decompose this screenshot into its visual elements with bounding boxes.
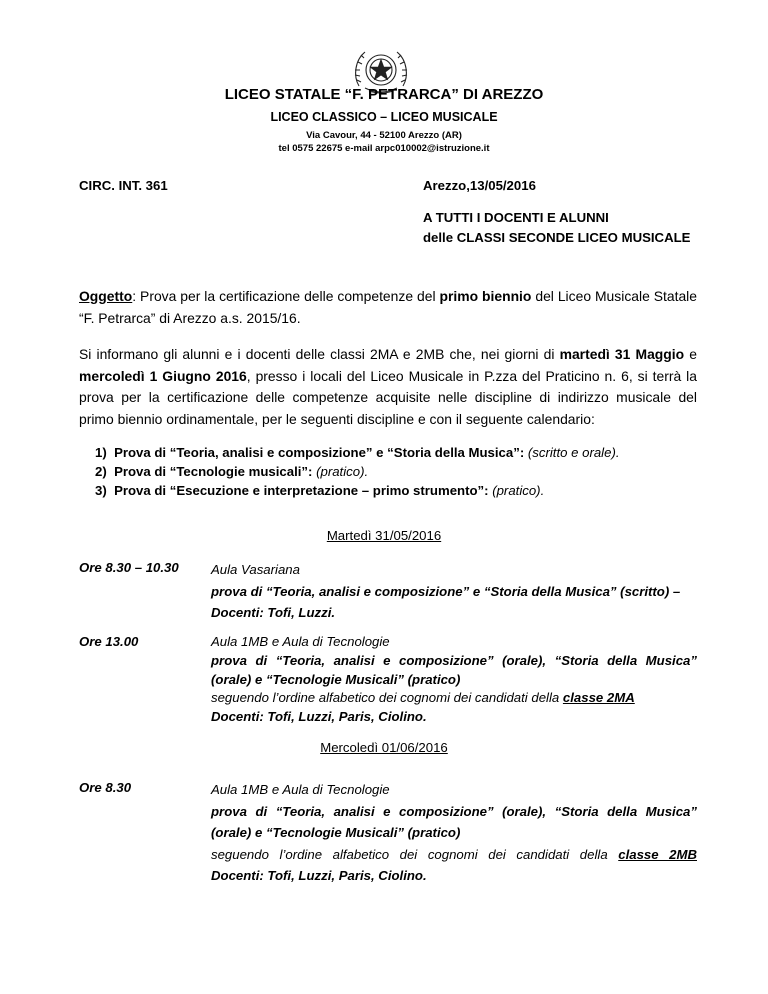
- place-date: Arezzo,13/05/2016: [423, 178, 536, 193]
- slot-exam: prova di “Teoria, analisi e composizione” (orale), “Storia della Musica”: [211, 652, 697, 668]
- slot-exam-cont: (orale) e “Tecnologie Musicali” (pratico): [211, 825, 461, 840]
- circular-number: CIRC. INT. 361: [79, 178, 168, 193]
- list-item: 3) Prova di “Esecuzione e interpretazione – primo strumento”: (pratico).: [95, 482, 545, 498]
- slot-exam: prova di “Teoria, analisi e composizione” e “Storia della Musica” (scritto) –: [211, 583, 681, 599]
- slot-details: [211, 559, 697, 624]
- intro-2a: mercoledì 1 Giugno 2016: [79, 367, 247, 384]
- class-label: classe 2MA: [562, 690, 635, 706]
- school-type: LICEO CLASSICO – LICEO MUSICALE: [270, 110, 498, 124]
- school-contacts: tel 0575 22675 e-mail arpc010002@istruzione.it: [278, 143, 490, 154]
- intro-3: prova per la certificazione delle competenze acquisite nelle discipline di indirizzo musicale del: [79, 389, 697, 405]
- list-item: 1) Prova di “Teoria, analisi e composizione” e “Storia della Musica”: (scritto e orale).: [95, 445, 620, 460]
- subject-paragraph: [79, 286, 697, 329]
- intro-1b: martedì 31 Maggio: [559, 346, 685, 362]
- slot-room: Aula Vasariana: [211, 562, 300, 577]
- day-heading: Martedì 31/05/2016: [326, 528, 442, 543]
- slot-order: seguendo l’ordine alfabetico dei cognomi dei candidati della classe 2MA: [211, 690, 635, 706]
- slot-time: Ore 8.30 – 10.30: [79, 560, 179, 575]
- day-heading: Mercoledì 01/06/2016: [320, 740, 448, 755]
- list-item: 2) Prova di “Tecnologie musicali”: (pratico).: [95, 463, 369, 479]
- intro-4: primo biennio ordinamentale, per le seguenti discipline e con il seguente calendario:: [79, 410, 595, 427]
- subject-text-1a: : Prova per la certificazione delle competenze del: [132, 288, 440, 304]
- subject-text-2: “F. Petrarca” di Arezzo a.s. 2015/16.: [79, 309, 301, 326]
- slot-time: Ore 13.00: [79, 634, 139, 649]
- intro-2b: , presso i locali del Liceo Musicale in P.zza del Praticino n. 6, si terrà la: [246, 367, 697, 384]
- slot-details: [211, 779, 697, 887]
- slot-order: seguendo l’ordine alfabetico dei cognomi dei candidati della classe 2MB: [211, 846, 697, 862]
- slot-details: [211, 633, 697, 727]
- slot-time: Ore 8.30: [79, 780, 132, 795]
- recipients-line-1: A TUTTI I DOCENTI E ALUNNI: [423, 210, 609, 225]
- school-name: LICEO STATALE “F. PETRARCA” DI AREZZO: [224, 86, 544, 103]
- subject-text-1b: primo biennio: [439, 288, 532, 304]
- slot-teachers: Docenti: Tofi, Luzzi, Paris, Ciolino.: [211, 709, 427, 725]
- slot-room: Aula 1MB e Aula di Tecnologie: [211, 782, 390, 797]
- intro-paragraph: [79, 344, 697, 430]
- slot-teachers: Docenti: Tofi, Luzzi.: [211, 605, 336, 620]
- school-address: Via Cavour, 44 - 52100 Arezzo (AR): [306, 130, 462, 141]
- subject-label: Oggetto: [79, 288, 133, 304]
- class-label: classe 2MB: [618, 846, 697, 862]
- slot-exam-cont: (orale) e “Tecnologie Musicali” (pratico): [211, 671, 461, 687]
- slot-teachers: Docenti: Tofi, Luzzi, Paris, Ciolino.: [211, 868, 427, 883]
- intro-1a: Si informano gli alunni e i docenti delle classi 2MA e 2MB che, nei giorni di: [79, 346, 560, 362]
- subject-text-1c: del Liceo Musicale Statale: [531, 288, 697, 304]
- slot-exam: prova di “Teoria, analisi e composizione” (orale), “Storia della Musica”: [211, 803, 697, 819]
- exam-list: [95, 444, 620, 500]
- recipients-line-2: delle CLASSI SECONDE LICEO MUSICALE: [423, 230, 691, 245]
- intro-1c: e: [684, 346, 697, 362]
- slot-room: Aula 1MB e Aula di Tecnologie: [211, 634, 390, 649]
